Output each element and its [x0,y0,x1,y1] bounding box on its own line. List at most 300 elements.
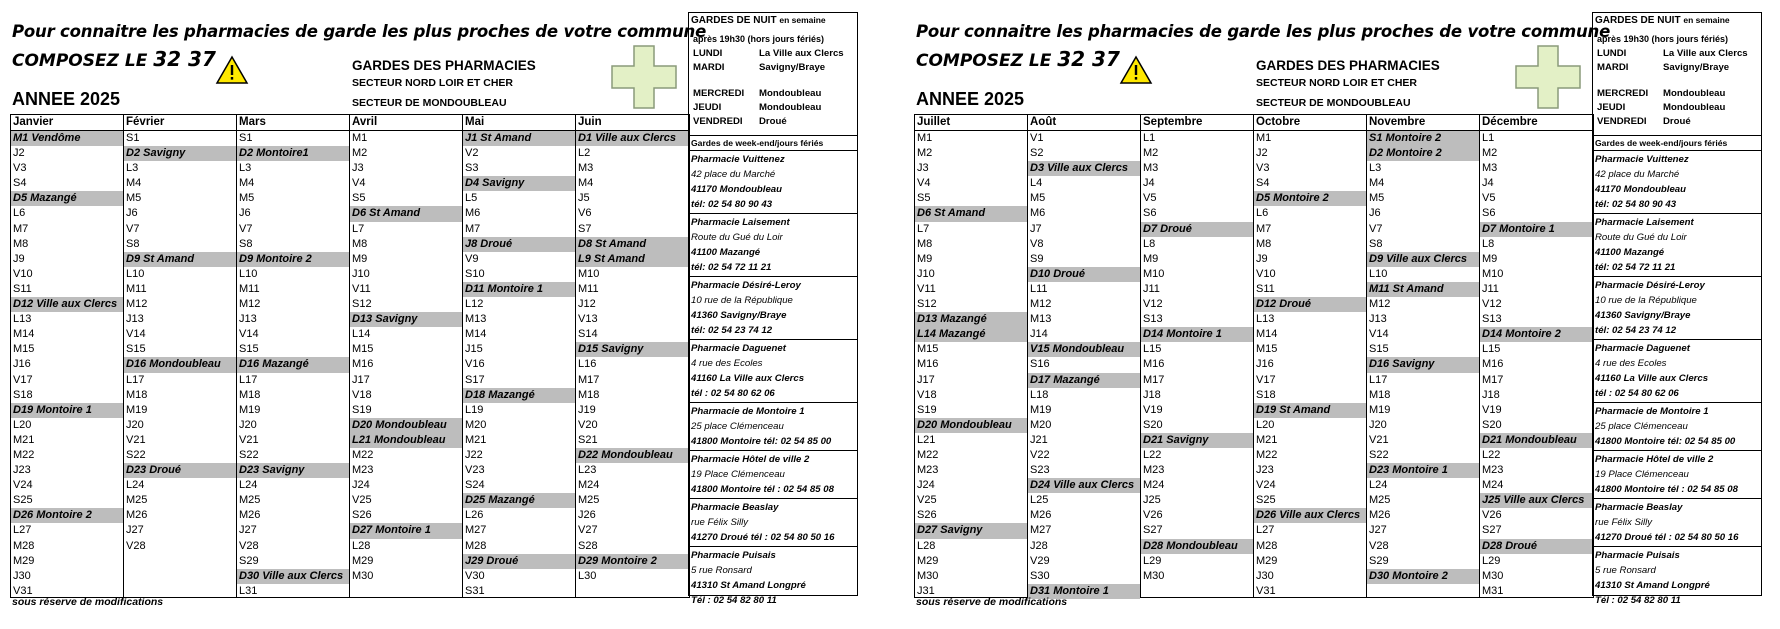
pharmacy-address: 10 rue de la République [691,295,793,306]
pharmacy-city: 41100 Mazangé [691,247,761,258]
day-cell: J4 [1143,177,1155,190]
day-cell: M21 [13,433,35,446]
day-cell: L3 [126,162,139,175]
day-cell: M4 [126,177,142,190]
pharmacy-city: 41360 Savigny/Braye [691,310,787,321]
day-cell: M7 [1256,222,1272,235]
day-cell: D30 Ville aux Clercs [237,569,349,584]
month-column [1028,115,1141,597]
gardes-title: GARDES DES PHARMACIES [352,58,536,73]
pharmacy-name: Pharmacie Puisais [691,550,776,561]
day-cell: S26 [917,509,937,522]
day-cell: M28 [465,539,487,552]
day-cell: V17 [13,373,33,386]
month-header: Juillet [915,115,1027,131]
day-cell: L2 [578,147,591,160]
compose-line [916,47,1120,71]
day-cell: V14 [239,328,259,341]
day-cell: D1 Ville aux Clercs [576,131,689,146]
day-cell: J17 [917,373,935,386]
pharmacy-entry [1593,547,1761,609]
pharmacy-address: 5 rue Ronsard [1595,565,1656,576]
day-cell: S23 [1030,464,1050,477]
night-after: après 19h30 (hors jours fériés) [1597,34,1729,44]
pharmacy-tel: tél: 02 54 72 11 21 [1595,262,1676,273]
night-pharmacy: Mondoubleau [759,88,822,99]
day-cell: M13 [1030,313,1052,326]
pharmacy-name: Pharmacie Vuittenez [691,154,785,165]
day-cell: L28 [352,539,371,552]
day-cell: L5 [465,192,478,205]
secteur-mondoubleau: SECTEUR DE MONDOUBLEAU [1256,97,1411,109]
day-cell: M1 [917,132,933,144]
day-cell: D18 Mazangé [463,388,575,403]
day-cell: D9 Ville aux Clercs [1367,252,1479,267]
day-cell: M30 [1143,569,1165,582]
day-cell: D16 Mondoubleau [124,357,236,372]
day-cell: J12 [578,298,596,311]
day-cell: M25 [1369,494,1391,507]
day-cell: J25 [1143,494,1161,507]
night-pharmacy: Mondoubleau [1663,88,1726,99]
month-header: Mars [237,115,349,131]
day-cell: V28 [126,539,146,552]
day-cell: J20 [126,418,144,431]
pharmacy-city: 41800 Montoire tél : 02 54 85 08 [1595,484,1738,495]
weekend-title: Gardes de week-end/jours fériés [689,135,857,151]
pharmacy-city: 41800 Montoire tél: 02 54 85 00 [691,436,832,447]
pharmacy-city: 41360 Savigny/Braye [1595,310,1691,321]
day-cell: M6 [465,207,481,220]
day-cell: M18 [126,388,148,401]
pharmacy-city: 41270 Droué tél : 02 54 80 50 16 [1595,532,1739,543]
day-cell: L14 Mazangé [915,327,1027,342]
day-cell: V5 [1482,192,1496,205]
day-cell: L24 [1369,479,1388,492]
day-cell: V29 [1030,554,1050,567]
day-cell: D30 Montoire 2 [1367,569,1479,584]
night-day: MARDI [1597,62,1629,73]
pharmacy-city: 41170 Mondoubleau [1595,184,1686,195]
secteur-mondoubleau: SECTEUR DE MONDOUBLEAU [352,97,507,109]
night-day: LUNDI [1597,48,1627,59]
day-cell: D3 Ville aux Clercs [1028,161,1140,176]
day-cell: L27 [13,524,32,537]
day-cell: L17 [239,373,258,386]
pharmacy-entry [689,499,857,547]
day-cell: M5 [1369,192,1385,205]
day-cell: M9 [1482,252,1498,265]
day-cell: L10 [1369,267,1388,280]
day-cell: J28 [1030,539,1048,552]
day-cell: M2 [1143,147,1159,160]
day-cell: D2 Savigny [124,146,236,161]
pharmacy-entry [689,277,857,340]
day-cell: V15 Mondoubleau [1028,342,1140,357]
night-pharmacy: Mondoubleau [759,102,822,113]
day-cell: J27 [239,524,257,537]
day-cell: V13 [578,313,598,326]
day-cell: M18 [578,388,600,401]
day-cell: D14 Montoire 2 [1480,327,1593,342]
day-cell: M8 [917,237,933,250]
month-header: Décembre [1480,115,1593,131]
pharmacy-tel: tél: 02 54 80 90 43 [691,199,773,210]
day-cell: D2 Montoire1 [237,146,349,161]
day-cell: J13 [126,313,144,326]
day-cell: S12 [352,298,372,311]
day-cell: L27 [1256,524,1275,537]
night-title-suffix: en semaine [1683,15,1730,25]
day-cell: D28 Mondoubleau [1141,539,1253,554]
month-header: Juin [576,115,689,131]
pharmacy-tel: tél: 02 54 72 11 21 [691,262,772,273]
pharmacy-entry [689,403,857,451]
day-cell: L23 [578,464,597,477]
headline: Pour connaitre les pharmacies de garde les plus proches de votre commune [916,22,1611,41]
pharmacy-address: 19 Place Clémenceau [1595,469,1689,480]
pharmacy-address: 19 Place Clémenceau [691,469,785,480]
day-cell: M31 [1482,584,1504,597]
day-cell: L29 [1482,554,1501,567]
warning-triangle-icon [215,55,249,85]
calendar-grid [914,114,1594,598]
day-cell: J19 [578,403,596,416]
day-cell: V27 [578,524,598,537]
day-cell: M2 [917,147,933,160]
day-cell: D13 Savigny [350,312,462,327]
day-cell: M28 [13,539,35,552]
day-cell: J13 [1369,313,1387,326]
day-cell: M8 [352,237,368,250]
day-cell: S8 [126,237,140,250]
day-cell: M8 [1256,237,1272,250]
day-cell: S1 [239,132,253,144]
gardes-title: GARDES DES PHARMACIES [1256,58,1440,73]
day-cell: L15 [1143,343,1162,356]
day-cell: M19 [239,403,261,416]
day-cell: M7 [13,222,29,235]
day-cell: M23 [917,464,939,477]
day-cell: L10 [126,267,145,280]
day-cell: J13 [239,313,257,326]
day-cell: L19 [465,403,484,416]
day-cell: V20 [578,418,598,431]
day-cell: V7 [126,222,140,235]
day-cell: L24 [239,479,258,492]
day-cell: D19 St Amand [1254,403,1366,418]
day-cell: S20 [1482,418,1502,431]
day-cell: J30 [13,569,31,582]
day-cell: M17 [1482,373,1504,386]
day-cell: J24 [917,479,935,492]
day-cell: M13 [465,313,487,326]
day-cell: L1 [1482,132,1495,144]
day-cell: L31 [239,584,258,597]
pharmacy-tel: tél : 02 54 80 62 06 [1595,388,1679,399]
month-header: Janvier [11,115,123,131]
night-day: JEUDI [693,102,722,113]
night-pharmacy: La Ville aux Clercs [759,48,844,59]
day-cell: M17 [1143,373,1165,386]
day-cell: L22 [1482,448,1501,461]
day-cell: M26 [126,509,148,522]
day-cell: S5 [917,192,931,205]
day-cell: V26 [1482,509,1502,522]
day-cell: M4 [1369,177,1385,190]
day-cell: J6 [126,207,138,220]
pharmacy-address: Route du Gué du Loir [691,232,783,243]
day-cell: J16 [13,358,31,371]
day-cell: S15 [126,343,146,356]
day-cell: J11 [1482,282,1499,295]
pharmacy-address: 4 rue des Ecoles [691,358,763,369]
day-cell: M2 [352,147,368,160]
pharmacy-tel: tél: 02 54 23 74 12 [691,325,773,336]
day-cell: J14 [1030,328,1048,341]
day-cell: L3 [1369,162,1382,175]
annee-title: ANNEE 2025 [12,89,121,109]
day-cell: S1 Montoire 2 [1367,131,1479,146]
night-day-row [1593,115,1761,129]
day-cell: M29 [1256,554,1278,567]
day-cell: J8 Droué [463,237,575,252]
pharmacy-entry [1593,277,1761,340]
day-cell: L15 [1482,343,1501,356]
day-cell: M15 [917,343,939,356]
day-cell: M20 [1030,418,1052,431]
day-cell: L20 [1256,418,1275,431]
night-day-row [1593,61,1761,75]
day-cell: M8 [13,237,29,250]
day-cell: J6 [239,207,251,220]
day-cell: V8 [1030,237,1044,250]
day-cell: M15 [352,343,374,356]
day-cell: D24 Ville aux Clercs [1028,478,1140,493]
day-cell: V14 [126,328,146,341]
pharmacy-name: Pharmacie de Montoire 1 [691,406,805,417]
day-cell: M10 [1482,267,1504,280]
compose-prefix: COMPOSEZ LE [916,51,1052,71]
day-cell: D4 Savigny [463,176,575,191]
day-cell: S2 [1030,147,1044,160]
day-cell: L3 [239,162,252,175]
day-cell: D16 Savigny [1367,357,1479,372]
day-cell: V23 [465,464,485,477]
day-cell: V7 [1369,222,1383,235]
reserve-note: sous réserve de modifications [916,596,1068,608]
day-cell: D6 St Amand [350,206,462,221]
day-cell: V25 [352,494,372,507]
day-cell: S31 [465,584,485,597]
day-cell: L13 [13,313,32,326]
day-cell: J9 [13,252,25,265]
day-cell: M9 [352,252,368,265]
day-cell: S3 [465,162,479,175]
pharmacy-name: Pharmacie Désiré-Leroy [691,280,801,291]
day-cell: M22 [13,448,35,461]
day-cell: V7 [239,222,253,235]
month-header: Novembre [1367,115,1479,131]
day-cell: D23 Savigny [237,463,349,478]
night-day: MERCREDI [693,88,745,99]
pharmacy-city: 41160 La Ville aux Clercs [691,373,805,384]
day-cell: M30 [1482,569,1504,582]
day-cell: D14 Montoire 1 [1141,327,1253,342]
day-cell: M30 [917,569,939,582]
secteur-nord: SECTEUR NORD LOIR ET CHER [352,77,514,89]
day-cell: J7 [1030,222,1042,235]
day-cell: M21 [465,433,487,446]
day-cell: V14 [1369,328,1389,341]
day-cell: L28 [917,539,936,552]
day-cell: M11 [578,282,599,295]
pharmacy-entry [689,340,857,403]
day-cell: D7 Droué [1141,222,1253,237]
pharmacy-entry [1593,403,1761,451]
day-cell: S11 [1256,282,1275,295]
day-cell: S21 [578,433,598,446]
day-cell: M14 [1256,328,1278,341]
day-cell: M19 [1030,403,1052,416]
pharmacy-tel: Tél : 02 54 82 80 11 [1595,595,1681,606]
day-cell: J16 [1256,358,1274,371]
day-cell: M1 [1256,132,1272,144]
pharmacy-address: 42 place du Marché [1595,169,1680,180]
page-gap [862,0,902,629]
day-cell: M22 [352,448,374,461]
night-pharmacy: La Ville aux Clercs [1663,48,1748,59]
day-cell: M21 [1256,433,1278,446]
pharmacy-entry [1593,214,1761,277]
day-cell: J27 [126,524,144,537]
month-column [915,115,1028,597]
day-cell: D31 Montoire 1 [1028,584,1140,599]
day-cell: D27 Montoire 1 [350,523,462,538]
month-column [124,115,237,597]
day-cell: L21 [917,433,936,446]
day-cell: J21 [1030,433,1048,446]
day-cell: J10 [352,267,370,280]
day-cell: S29 [239,554,259,567]
day-cell: L8 [1482,237,1495,250]
day-cell: L7 [917,222,930,235]
day-cell: J2 [13,147,25,160]
day-cell: M15 [1256,343,1278,356]
compose-line [12,47,216,71]
day-cell: J27 [1369,524,1387,537]
pharmacy-cross-icon [608,42,680,112]
day-cell: M14 [13,328,35,341]
night-title-main: GARDES DE NUIT [691,15,777,26]
night-day-row [689,115,857,129]
day-cell: M6 [1030,207,1046,220]
month-header: Septembre [1141,115,1253,131]
day-cell: S22 [239,448,259,461]
day-cell: S9 [1030,252,1044,265]
pharmacy-city: 41310 St Amand Longpré [1595,580,1710,591]
pharmacy-city: 41100 Mazangé [1595,247,1665,258]
day-cell: J10 [917,267,935,280]
day-cell: M27 [465,524,487,537]
day-cell: D25 Mazangé [463,493,575,508]
day-cell: L1 [1143,132,1156,144]
night-day: VENDREDI [1597,116,1647,127]
day-cell: S11 [13,282,32,295]
day-cell: S4 [1256,177,1270,190]
day-cell: M9 [917,252,933,265]
day-cell: S8 [1369,237,1383,250]
day-cell: V24 [1256,479,1276,492]
day-cell: L17 [1369,373,1388,386]
day-cell: J11 [1143,282,1160,295]
day-cell: S22 [126,448,146,461]
day-cell: V19 [1482,403,1502,416]
day-cell: J23 [13,464,31,477]
day-cell: M2 [1482,147,1498,160]
pharmacy-city: 41270 Droué tél : 02 54 80 50 16 [691,532,835,543]
night-pharmacy: Savigny/Braye [759,62,826,73]
day-cell: S6 [1143,207,1157,220]
day-cell: S13 [1143,313,1163,326]
day-cell: V6 [578,207,592,220]
day-cell: M15 [13,343,35,356]
day-cell: L12 [465,298,484,311]
day-cell: D15 Savigny [576,342,689,357]
day-cell: M29 [352,554,374,567]
day-cell: V28 [1369,539,1389,552]
pharmacy-address: 4 rue des Ecoles [1595,358,1667,369]
day-cell: V2 [465,147,479,160]
day-cell: S1 [126,132,140,144]
day-cell: J26 [578,509,596,522]
pharmacy-name: Pharmacie Vuittenez [1595,154,1689,165]
pharmacy-address: Route du Gué du Loir [1595,232,1687,243]
pharmacy-name: Pharmacie de Montoire 1 [1595,406,1709,417]
day-cell: V3 [13,162,27,175]
pharmacy-address: rue Félix Silly [691,517,749,528]
pharmacy-entry [689,151,857,214]
day-cell: M16 [1482,358,1504,371]
pharmacy-name: Pharmacie Laisement [1595,217,1694,228]
day-cell: S14 [578,328,598,341]
day-cell: V4 [352,177,366,190]
day-cell: D6 St Amand [915,206,1027,221]
day-cell: S25 [13,494,33,507]
day-cell: D2 Montoire 2 [1367,146,1479,161]
pharmacy-tel: tél: 02 54 80 90 43 [1595,199,1677,210]
day-cell: V31 [1256,584,1276,597]
day-cell: M12 [1369,298,1391,311]
day-cell: J24 [352,479,370,492]
annee-title: ANNEE 2025 [916,89,1025,109]
day-cell: V11 [352,282,371,295]
day-cell: V10 [1256,267,1276,280]
day-cell: M28 [1256,539,1278,552]
pharmacy-entry [1593,451,1761,499]
month-column [576,115,689,597]
day-cell: V1 [1030,132,1044,144]
day-cell: S18 [1256,388,1276,401]
day-cell: L24 [126,479,145,492]
day-cell: V12 [1482,298,1502,311]
day-cell: J4 [1482,177,1494,190]
day-cell: V24 [13,479,33,492]
day-cell: V28 [239,539,259,552]
pharmacy-tel: Tél : 02 54 82 80 11 [691,595,777,606]
day-cell: J20 [239,418,257,431]
day-cell: S8 [239,237,253,250]
